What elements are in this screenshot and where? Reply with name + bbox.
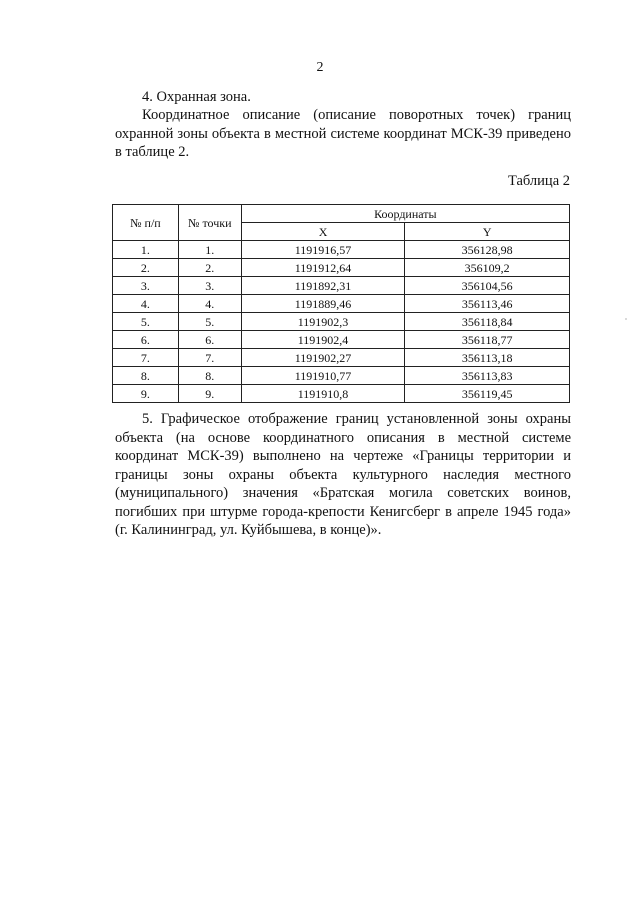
cell-point-number: 9. [178, 385, 241, 403]
cell-point-number: 6. [178, 331, 241, 349]
table-row [113, 349, 570, 367]
header-row-number: № п/п [113, 205, 179, 241]
cell-y: 356118,84 [405, 313, 570, 331]
cell-point-number: 7. [178, 349, 241, 367]
cell-x: 1191902,3 [241, 313, 405, 331]
table-row [113, 385, 570, 403]
cell-y: 356104,56 [405, 277, 570, 295]
table-row [113, 331, 570, 349]
cell-point-number: 1. [178, 241, 241, 259]
header-point-number: № точки [178, 205, 241, 241]
cell-row-number: 8. [113, 367, 179, 385]
cell-point-number: 5. [178, 313, 241, 331]
table-row [113, 367, 570, 385]
table-row [113, 259, 570, 277]
cell-row-number: 1. [113, 241, 179, 259]
cell-point-number: 8. [178, 367, 241, 385]
header-y: Y [405, 223, 570, 241]
cell-row-number: 2. [113, 259, 179, 277]
cell-y: 356128,98 [405, 241, 570, 259]
page-number: 2 [316, 60, 324, 75]
cell-row-number: 5. [113, 313, 179, 331]
cell-row-number: 4. [113, 295, 179, 313]
cell-y: 356113,83 [405, 367, 570, 385]
cell-point-number: 3. [178, 277, 241, 295]
header-x: X [241, 223, 405, 241]
cell-row-number: 9. [113, 385, 179, 403]
cell-x: 1191916,57 [241, 241, 405, 259]
table-caption: Таблица 2 [507, 173, 570, 189]
cell-y: 356118,77 [405, 331, 570, 349]
cell-x: 1191912,64 [241, 259, 405, 277]
cell-x: 1191889,46 [241, 295, 405, 313]
cell-point-number: 4. [178, 295, 241, 313]
coordinates-table [112, 204, 570, 403]
cell-row-number: 6. [113, 331, 179, 349]
cell-x: 1191910,77 [241, 367, 405, 385]
cell-x: 1191892,31 [241, 277, 405, 295]
cell-x: 1191902,27 [241, 349, 405, 367]
cell-point-number: 2. [178, 259, 241, 277]
table-row [113, 241, 570, 259]
cell-row-number: 3. [113, 277, 179, 295]
cell-y: 356113,18 [405, 349, 570, 367]
scan-speck [625, 318, 627, 320]
section-4-heading: 4. Охранная зона. [142, 89, 251, 105]
cell-x: 1191902,4 [241, 331, 405, 349]
cell-x: 1191910,8 [241, 385, 405, 403]
cell-row-number: 7. [113, 349, 179, 367]
header-coordinates: Координаты [241, 205, 569, 223]
table-row [113, 313, 570, 331]
cell-y: 356109,2 [405, 259, 570, 277]
table-row [113, 295, 570, 313]
cell-y: 356113,46 [405, 295, 570, 313]
table-row [113, 277, 570, 295]
section-4-description: Координатное описание (описание поворотных точек) границ охранной зоны объекта в местной системе координат МСК-39 приведено в таблице 2. [115, 107, 571, 160]
section-5-paragraph: 5. Графическое отображение границ установленной зоны охраны объекта (на основе координатного описания в местной системе координат МСК-39) выполнено на чертеже «Границы территории и границы зоны охраны объекта культурного наследия местного (муниципального) значения «Братская могила советских воинов, погибших при штурме города-крепости Кенигсберг в апреле 1945 года» (г. Калининград, ул. Куйбышева, в конце)». [115, 411, 571, 538]
cell-y: 356119,45 [405, 385, 570, 403]
